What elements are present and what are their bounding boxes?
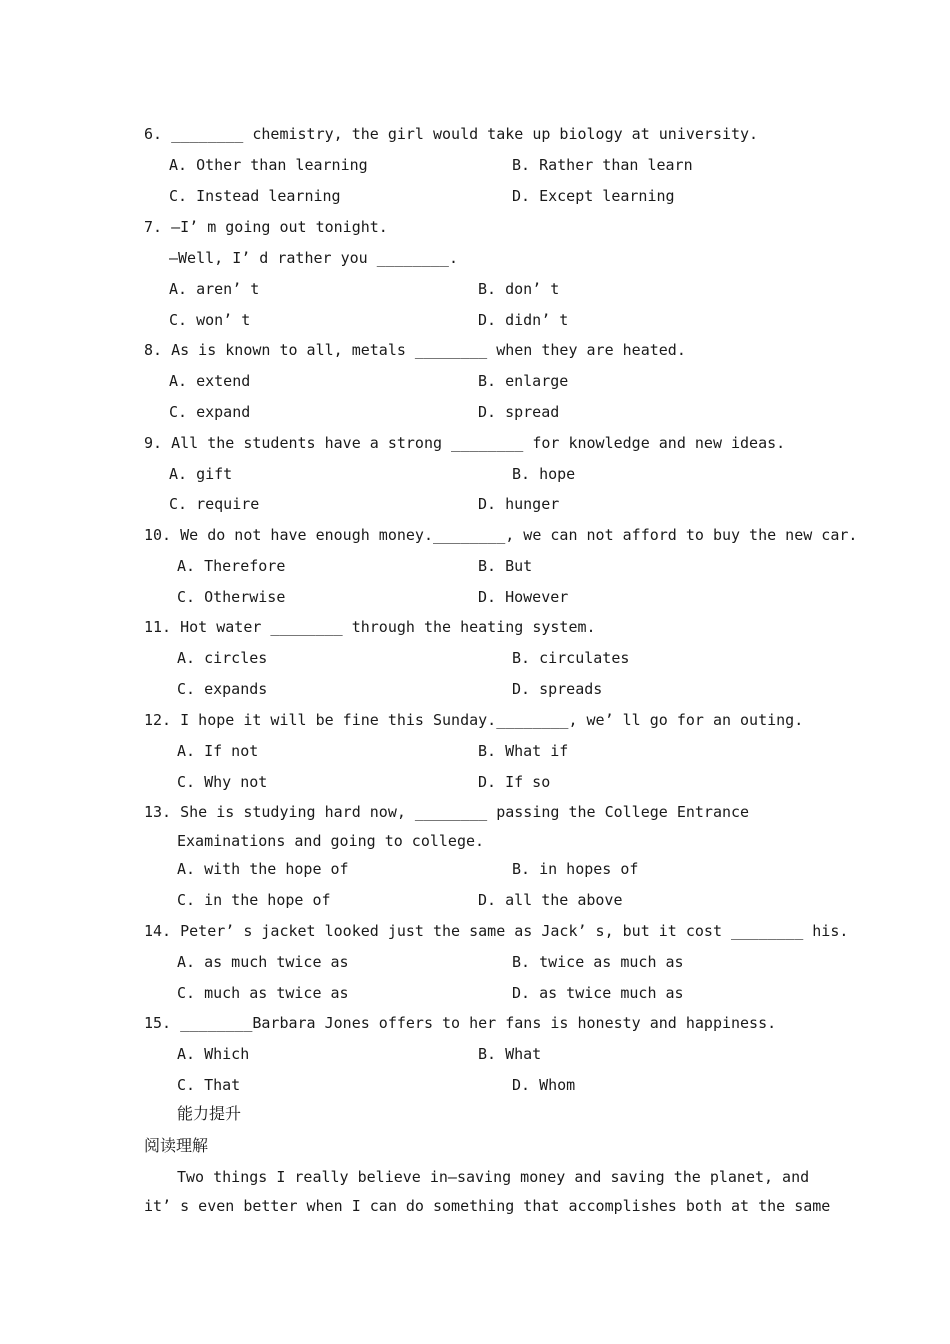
passage-line-2: it’ s even better when I can do something that accomplishes both at the same xyxy=(144,1197,831,1215)
question-15-option-d: D. Whom xyxy=(512,1076,576,1094)
question-7-option-a: A. aren’ t xyxy=(169,280,260,298)
question-14-option-c: C. much as twice as xyxy=(177,984,349,1002)
question-11-option-c: C. expands xyxy=(177,680,268,698)
question-13-option-d: D. all the above xyxy=(478,891,623,909)
question-7-stem: 7. —I’ m going out tonight. xyxy=(144,218,388,236)
question-8-option-b: B. enlarge xyxy=(478,372,569,390)
question-10-option-c: C. Otherwise xyxy=(177,588,286,606)
question-12-option-c: C. Why not xyxy=(177,773,268,791)
question-9-option-a: A. gift xyxy=(169,465,233,483)
question-7-option-c: C. won’ t xyxy=(169,311,251,329)
question-9-option-c: C. require xyxy=(169,495,260,513)
question-8-stem: 8. As is known to all, metals ________ when they are heated. xyxy=(144,341,686,359)
question-6-option-b: B. Rather than learn xyxy=(512,156,693,174)
question-9-stem: 9. All the students have a strong ________ for knowledge and new ideas. xyxy=(144,434,786,452)
question-6-option-c: C. Instead learning xyxy=(169,187,341,205)
section-title: 能力提升 xyxy=(177,1104,242,1123)
question-10-stem: 10. We do not have enough money.________, we can not afford to buy the new car. xyxy=(144,526,858,544)
question-9-option-d: D. hunger xyxy=(478,495,560,513)
question-8-option-c: C. expand xyxy=(169,403,251,421)
question-7-option-b: B. don’ t xyxy=(478,280,560,298)
question-10-option-d: D. However xyxy=(478,588,569,606)
question-12-option-b: B. What if xyxy=(478,742,569,760)
question-13-option-b: B. in hopes of xyxy=(512,860,639,878)
question-12-stem: 12. I hope it will be fine this Sunday.________, we’ ll go for an outing. xyxy=(144,711,804,729)
question-6-stem: 6. ________ chemistry, the girl would take up biology at university. xyxy=(144,125,759,143)
question-15-option-c: C. That xyxy=(177,1076,241,1094)
question-14-stem: 14. Peter’ s jacket looked just the same as Jack’ s, but it cost ________ his. xyxy=(144,922,849,940)
question-8-option-d: D. spread xyxy=(478,403,560,421)
question-14-option-d: D. as twice much as xyxy=(512,984,684,1002)
question-6-option-a: A. Other than learning xyxy=(169,156,368,174)
question-12-option-d: D. If so xyxy=(478,773,551,791)
question-13-option-a: A. with the hope of xyxy=(177,860,349,878)
reading-title: 阅读理解 xyxy=(144,1136,209,1155)
question-15-option-a: A. Which xyxy=(177,1045,250,1063)
question-15-stem: 15. ________Barbara Jones offers to her fans is honesty and happiness. xyxy=(144,1014,777,1032)
question-13-option-c: C. in the hope of xyxy=(177,891,331,909)
question-11-stem: 11. Hot water ________ through the heating system. xyxy=(144,618,596,636)
question-13-stem: 13. She is studying hard now, ________ passing the College Entrance xyxy=(144,803,750,821)
question-13-stem-line2: Examinations and going to college. xyxy=(177,832,485,850)
question-11-option-d: D. spreads xyxy=(512,680,603,698)
question-15-option-b: B. What xyxy=(478,1045,542,1063)
question-7-option-d: D. didn’ t xyxy=(478,311,569,329)
question-10-option-b: B. But xyxy=(478,557,533,575)
question-11-option-b: B. circulates xyxy=(512,649,630,667)
question-12-option-a: A. If not xyxy=(177,742,259,760)
question-14-option-a: A. as much twice as xyxy=(177,953,349,971)
question-10-option-a: A. Therefore xyxy=(177,557,286,575)
question-11-option-a: A. circles xyxy=(177,649,268,667)
question-14-option-b: B. twice as much as xyxy=(512,953,684,971)
question-6-option-d: D. Except learning xyxy=(512,187,675,205)
question-8-option-a: A. extend xyxy=(169,372,251,390)
question-9-option-b: B. hope xyxy=(512,465,576,483)
question-7-stem-line2: —Well, I’ d rather you ________. xyxy=(169,249,458,267)
passage-line-1: Two things I really believe in—saving money and saving the planet, and xyxy=(177,1168,810,1186)
